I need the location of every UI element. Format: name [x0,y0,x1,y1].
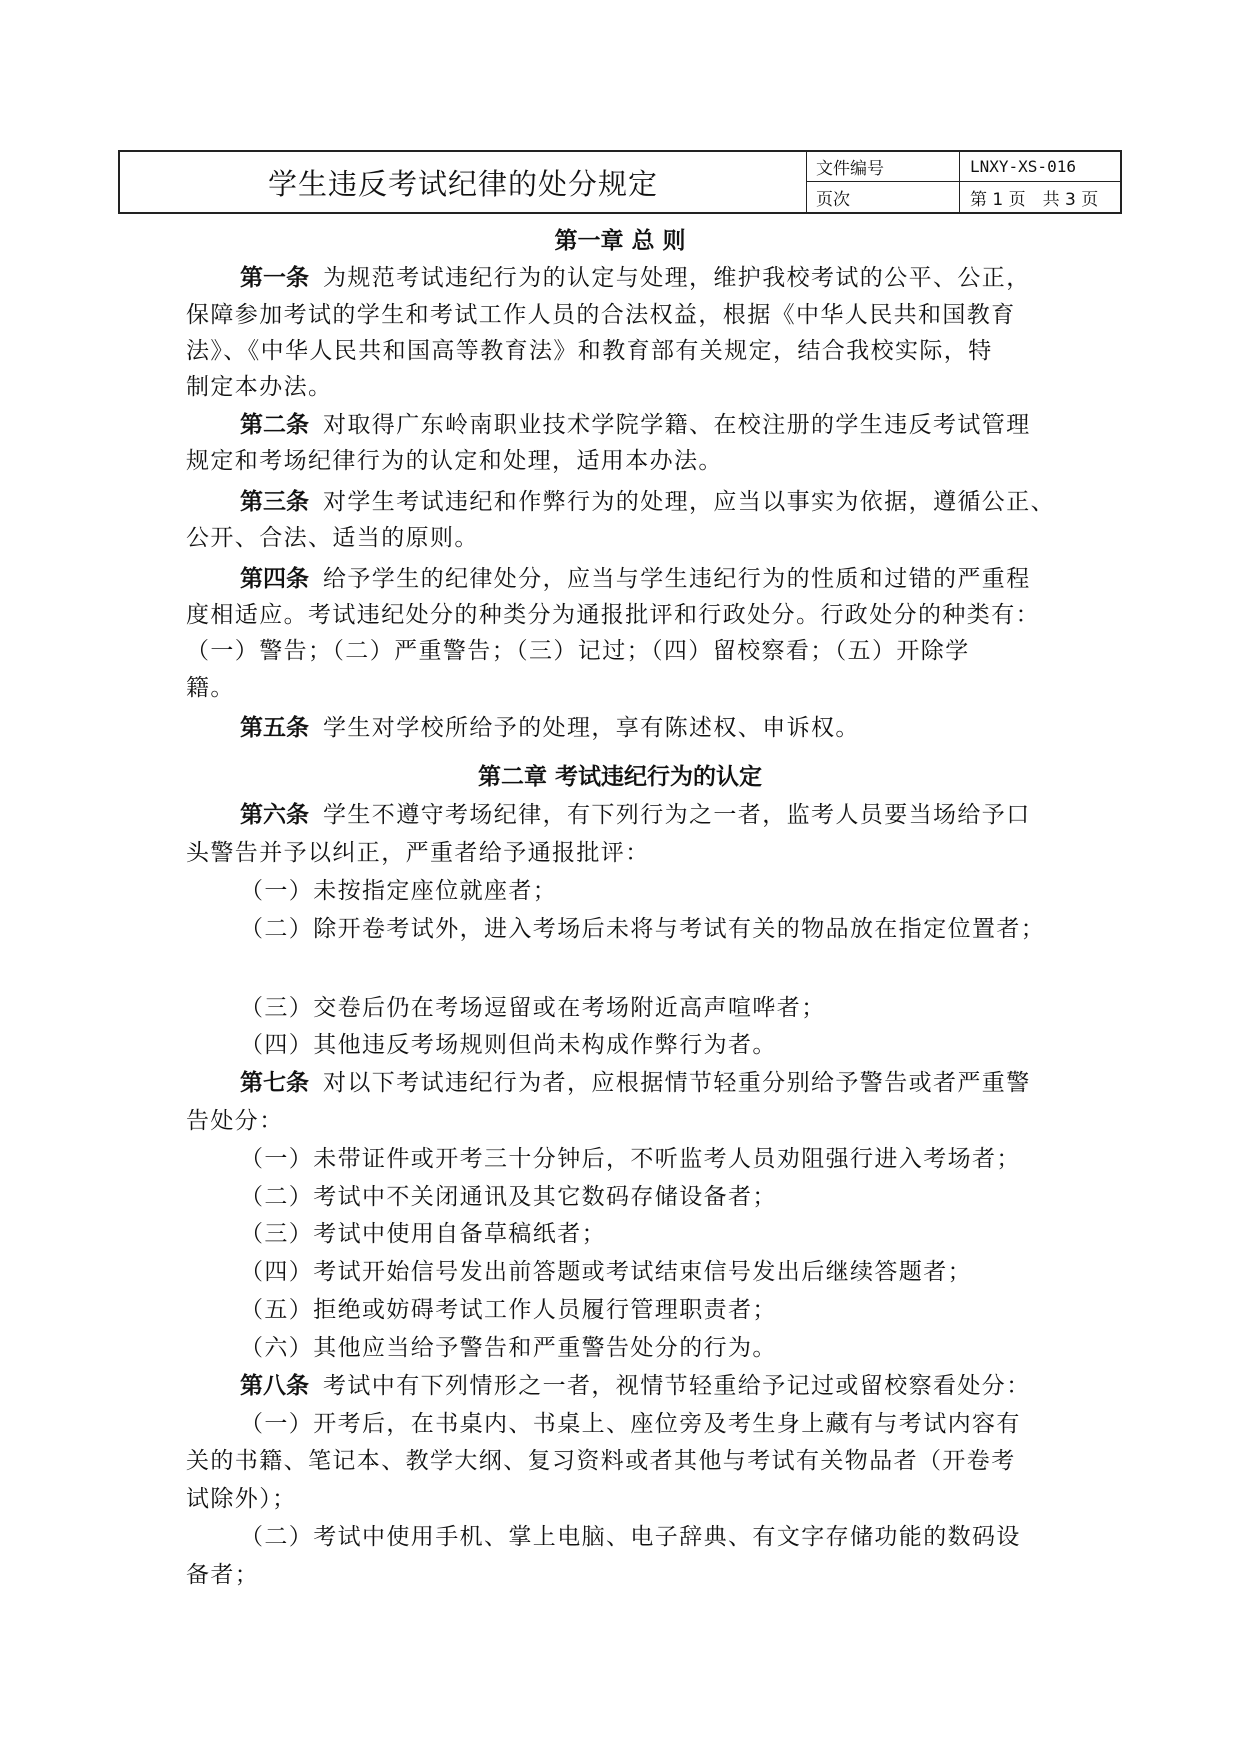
article-2-line: 规定和考场纪律行为的认定和处理，适用本办法。 [186,448,723,474]
list-item: （一）未按指定座位就座者； [240,878,558,904]
article-text: 学生不遵守考场纪律，有下列行为之一者，监考人员要当场给予口 [323,802,1031,828]
article-1-line: 制定本办法。 [186,374,333,400]
list-item: （四）考试开始信号发出前答题或考试结束信号发出后继续答题者； [240,1259,972,1285]
list-item: （三）交卷后仍在考场逗留或在考场附近高声喧哗者； [240,995,826,1021]
article-label: 第八条 [240,1373,309,1399]
article-1-line: 法》、《中华人民共和国高等教育法》和教育部有关规定，结合我校实际，特 [186,338,993,364]
chapter-heading: 第二章 考试违纪行为的认定 [477,764,762,790]
list-item: （二）除开卷考试外，进入考场后未将与考试有关的物品放在指定位置者； [240,916,1046,942]
article-text: 对学生考试违纪和作弊行为的处理，应当以事实为依据，遵循公正、 [323,489,1055,515]
article-label: 第四条 [240,566,309,592]
article-text: 为规范考试违纪行为的认定与处理，维护我校考试的公平、公正， [323,265,1031,291]
article-label: 第三条 [240,489,309,515]
article-3-line [240,487,1055,517]
document-header-table [118,150,1122,214]
document-title: 学生违反考试纪律的处分规定 [120,152,807,212]
article-label: 第五条 [240,715,309,741]
article-7-line [240,1068,1031,1098]
article-label: 第一条 [240,265,309,291]
list-item: （六）其他应当给予警告和严重警告处分的行为。 [240,1335,777,1361]
article-text: 学生对学校所给予的处理，享有陈述权、申诉权。 [323,715,860,741]
list-item: （二）考试中使用手机、掌上电脑、电子辞典、有文字存储功能的数码设 [240,1524,1021,1550]
article-4-line [240,564,1031,594]
list-item: （四）其他违反考场规则但尚未构成作弊行为者。 [240,1032,777,1058]
list-item-continuation: 试除外）； [186,1486,297,1512]
article-text: 对以下考试违纪行为者，应根据情节轻重分别给予警告或者严重警 [323,1070,1031,1096]
article-2-line [240,410,1031,440]
article-1-line [240,263,1031,293]
doc-number-value: LNXY-XS-016 [960,152,1120,182]
article-4-line: 度相适应。考试违纪处分的种类分为通报批评和行政处分。行政处分的种类有： [186,602,1040,628]
article-text: 对取得广东岭南职业技术学院学籍、在校注册的学生违反考试管理 [323,412,1031,438]
article-6-line [240,800,1031,830]
article-text: 给予学生的纪律处分，应当与学生违纪行为的性质和过错的严重程 [323,566,1031,592]
list-item: （三）考试中使用自备草稿纸者； [240,1221,606,1247]
article-8-line [240,1371,1031,1401]
doc-number-label: 文件编号 [806,152,960,182]
article-4-line: 籍。 [186,675,235,701]
page-value: 第 1 页 共 3 页 [970,189,1099,210]
article-3-line: 公开、合法、适当的原则。 [186,525,479,551]
article-label: 第七条 [240,1070,309,1096]
chapter-heading: 第一章 总 则 [554,228,686,254]
article-label: 第二条 [240,412,309,438]
list-item-continuation: 备者； [186,1562,260,1588]
article-text: 考试中有下列情形之一者，视情节轻重给予记过或留校察看处分： [323,1373,1031,1399]
page-label: 页次 [806,182,960,212]
article-label: 第六条 [240,802,309,828]
list-item: （一）未带证件或开考三十分钟后，不听监考人员劝阻强行进入考场者； [240,1146,1021,1172]
list-item: （五）拒绝或妨碍考试工作人员履行管理职责者； [240,1297,777,1323]
list-item: （一）开考后，在书桌内、书桌上、座位旁及考生身上藏有与考试内容有 [240,1411,1021,1437]
article-5-line [240,713,860,743]
article-1-line: 保障参加考试的学生和考试工作人员的合法权益，根据《中华人民共和国教育 [186,302,1016,328]
article-4-line: （一）警告；（二）严重警告；（三）记过；（四）留校察看；（五）开除学 [186,638,970,664]
list-item: （二）考试中不关闭通讯及其它数码存储设备者； [240,1184,777,1210]
list-item-continuation: 关的书籍、笔记本、教学大纲、复习资料或者其他与考试有关物品者（开卷考 [186,1448,1016,1474]
article-6-line: 头警告并予以纠正，严重者给予通报批评： [186,840,650,866]
article-7-line: 告处分： [186,1108,284,1134]
